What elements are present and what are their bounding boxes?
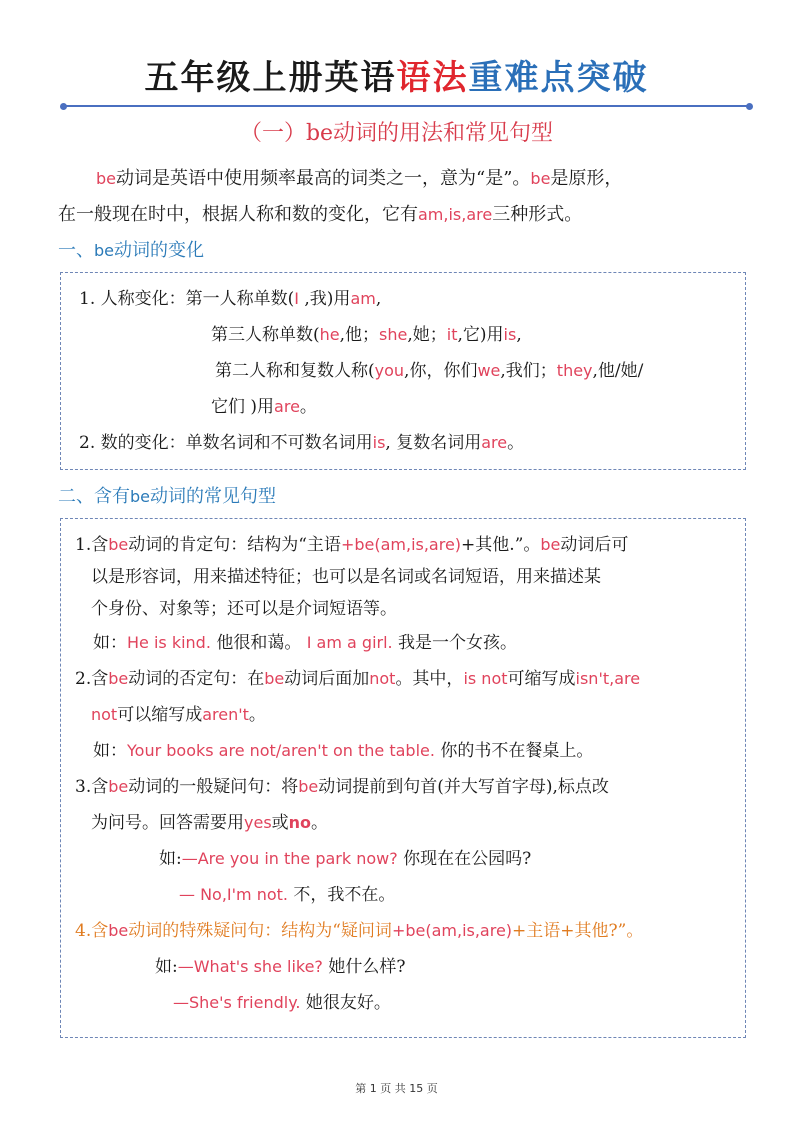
s2-p3-line1: 3.含be动词的一般疑问句：将be动词提前到句首(并大写首字母),标点改	[75, 777, 609, 797]
s1-item1-line4: 它们 )用are。	[211, 397, 317, 417]
s2-p1-line1: 1.含be动词的肯定句：结构为“主语+be(am,is,are)+其他.”。be动词后可	[75, 535, 629, 555]
intro-line-1: be动词是英语中使用频率最高的词类之一，意为“是”。be是原形，	[96, 168, 623, 189]
s2-p4-example2: —She's friendly. 她很友好。	[173, 993, 391, 1013]
s2-p2-example: 如：Your books are not/aren't on the table. 你的书不在餐桌上。	[93, 741, 594, 761]
s2-p1-example: 如：He is kind. 他很和蔼。 I am a girl. 我是一个女孩。	[93, 633, 518, 653]
s2-p2-line1: 2.含be动词的否定句：在be动词后面加not。其中，is not可缩写成isn't,are	[75, 669, 641, 689]
section2-title: 二、含有be动词的常见句型	[58, 486, 276, 507]
s1-item1-line2: 第三人称单数(he,他；she,她；it,它)用is,	[211, 325, 522, 345]
s2-p1-line2: 以是形容词，用来描述特征；也可以是名词或名词短语，用来描述某	[91, 567, 601, 587]
s2-p3-line2: 为问号。回答需要用yes或no。	[91, 813, 329, 833]
s2-p3-example2: — No,I'm not. 不，我不在。	[179, 885, 396, 905]
s1-item1-line1: 1. 人称变化：第一人称单数(I ,我)用am,	[79, 289, 382, 309]
rule-dot-right	[746, 103, 753, 110]
title-black: 五年级上册英语	[144, 58, 397, 98]
intro-line-2: 在一般现在时中，根据人称和数的变化，它有am,is,are三种形式。	[58, 204, 583, 225]
s1-item2: 2. 数的变化：单数名词和不可数名词用is, 复数名词用are。	[79, 433, 525, 453]
title-blue: 重难点突破	[468, 58, 649, 98]
s2-p4-example1: 如:—What's she like? 她什么样?	[155, 957, 406, 977]
page-title	[0, 52, 793, 104]
section1-box	[60, 272, 746, 470]
s2-p4-line1: 4.含be动词的特殊疑问句：结构为“疑问词+be(am,is,are)+主语+其他?”。	[75, 921, 644, 941]
s2-p1-line3: 个身份、对象等；还可以是介词短语等。	[91, 599, 397, 619]
s1-item1-line3: 第二人称和复数人称(you,你，你们we,我们；they,他/她/	[215, 361, 644, 381]
section1-title: 一、be动词的变化	[58, 240, 204, 261]
section2-box	[60, 518, 746, 1038]
s2-p3-example1: 如:—Are you in the park now? 你现在在公园吗?	[159, 849, 532, 869]
title-rule	[64, 105, 750, 107]
s2-p2-line2: not可以缩写成aren't。	[91, 705, 266, 725]
subtitle: （一）be动词的用法和常见句型	[239, 121, 554, 146]
title-red: 语法	[396, 58, 469, 98]
page-footer: 第 1 页 共 15 页	[355, 1082, 438, 1095]
